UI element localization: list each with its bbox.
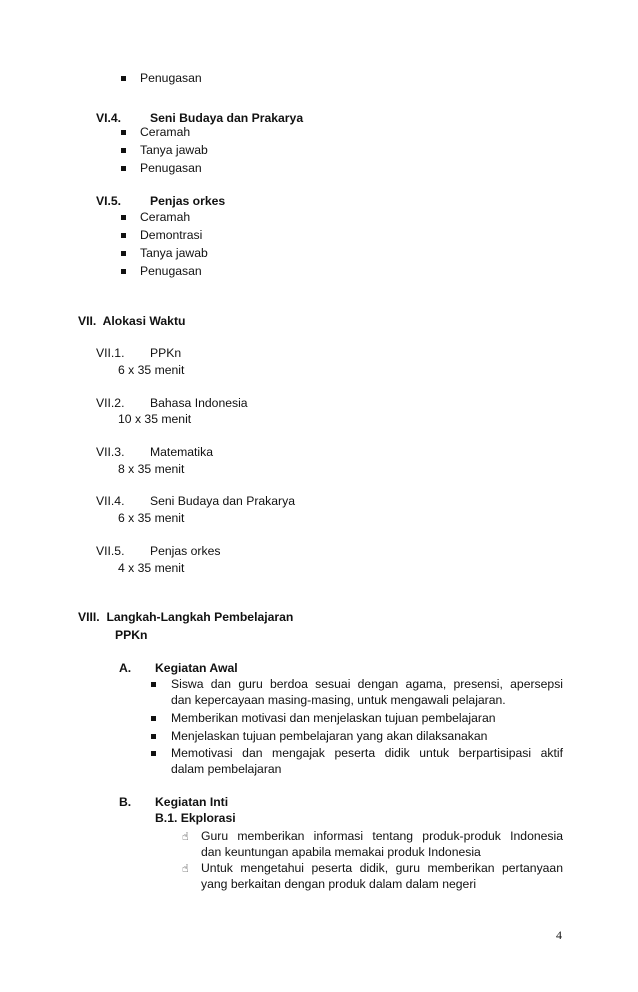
allocation-time: 8 x 35 menit	[118, 462, 185, 476]
section-number: VI.4.	[96, 111, 122, 125]
pointing-hand-icon: ☝	[182, 862, 189, 875]
list-item-line: dan keuntungan apabila memakai produk Indonesia	[201, 845, 481, 859]
subject-heading: PPKn	[115, 628, 148, 642]
list-item: Tanya jawab	[140, 143, 208, 157]
list-item: Memberikan motivasi dan menjelaskan tujuan pembelajaran	[171, 711, 496, 725]
list-item-line: Untuk mengetahui peserta didik, guru memberikan pertanyaan	[201, 861, 563, 875]
bullet-square-icon	[121, 215, 126, 220]
sub-step-title: B.1. Ekplorasi	[155, 811, 236, 825]
bullet-square-icon	[151, 716, 156, 721]
page-number: 4	[556, 928, 562, 942]
bullet-square-icon	[121, 166, 126, 171]
list-item: Menjelaskan tujuan pembelajaran yang akan dilaksanakan	[171, 729, 488, 743]
list-item: Demontrasi	[140, 228, 203, 242]
list-item-line: yang berkaitan dengan produk dalam dalam negeri	[201, 877, 477, 891]
list-item-line: Siswa dan guru berdoa sesuai dengan agama, presensi, apersepsi	[171, 677, 563, 691]
allocation-time: 4 x 35 menit	[118, 561, 185, 575]
allocation-number: VII.2.	[96, 396, 125, 410]
section-title: Penjas orkes	[150, 194, 226, 208]
step-letter: B.	[119, 795, 132, 809]
bullet-square-icon	[121, 233, 126, 238]
allocation-time: 6 x 35 menit	[118, 511, 185, 525]
bullet-square-icon	[121, 269, 126, 274]
allocation-number: VII.1.	[96, 346, 125, 360]
section-heading: VIII. Langkah-Langkah Pembelajaran	[78, 610, 294, 624]
allocation-time: 10 x 35 menit	[118, 412, 192, 426]
allocation-subject: Penjas orkes	[150, 544, 221, 558]
section-title: Seni Budaya dan Prakarya	[150, 111, 304, 125]
list-item: Penugasan	[140, 71, 202, 85]
list-item: Ceramah	[140, 210, 191, 224]
allocation-subject: Bahasa Indonesia	[150, 396, 248, 410]
list-item: Penugasan	[140, 161, 202, 175]
bullet-square-icon	[151, 751, 156, 756]
allocation-number: VII.4.	[96, 494, 125, 508]
allocation-subject: PPKn	[150, 346, 182, 360]
section-heading: VII. Alokasi Waktu	[78, 314, 186, 328]
allocation-subject: Matematika	[150, 445, 213, 459]
list-item: Penugasan	[140, 264, 202, 278]
bullet-square-icon	[121, 251, 126, 256]
list-item-line: dalam pembelajaran	[171, 762, 282, 776]
list-item-line: Guru memberikan informasi tentang produk-produk Indonesia	[201, 829, 563, 843]
list-item: Tanya jawab	[140, 246, 208, 260]
step-title: Kegiatan Awal	[155, 661, 238, 675]
allocation-subject: Seni Budaya dan Prakarya	[150, 494, 295, 508]
pointing-hand-icon: ☝	[182, 830, 189, 843]
section-number: VI.5.	[96, 194, 122, 208]
bullet-square-icon	[121, 130, 126, 135]
step-title: Kegiatan Inti	[155, 795, 229, 809]
bullet-square-icon	[121, 76, 126, 81]
allocation-number: VII.3.	[96, 445, 125, 459]
allocation-time: 6 x 35 menit	[118, 363, 185, 377]
step-letter: A.	[119, 661, 132, 675]
bullet-square-icon	[121, 148, 126, 153]
list-item-line: Memotivasi dan mengajak peserta didik untuk berpartisipasi aktif	[171, 746, 563, 760]
bullet-square-icon	[151, 734, 156, 739]
bullet-square-icon	[151, 682, 156, 687]
list-item: Ceramah	[140, 125, 191, 139]
allocation-number: VII.5.	[96, 544, 125, 558]
list-item-line: dan kepercayaan masing-masing, untuk mengawali pelajaran.	[171, 693, 506, 707]
